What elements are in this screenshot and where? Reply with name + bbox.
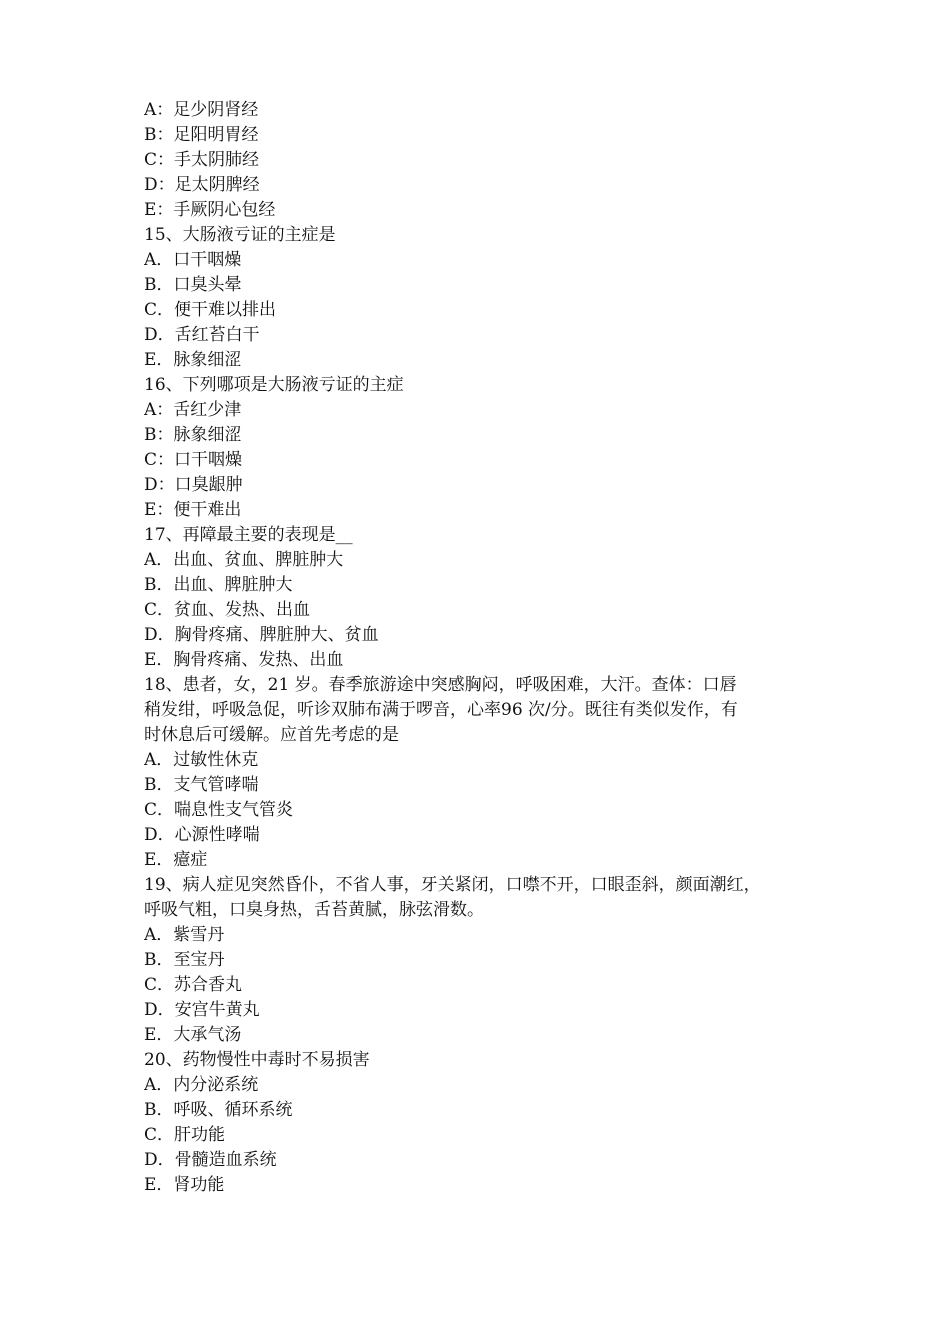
option-19b: B．至宝丹 <box>144 950 225 970</box>
option-17d: D．胸骨疼痛、脾脏肿大、贫血 <box>144 625 379 645</box>
question-17: 17、再障最主要的表现是__ <box>144 525 353 545</box>
question-19-line-1: 19、病人症见突然昏仆，不省人事，牙关紧闭，口噤不开，口眼歪斜，颜面潮红， <box>144 875 761 895</box>
option-16a: A：舌红少津 <box>144 400 242 420</box>
option-18b: B．支气管哮喘 <box>144 775 259 795</box>
option-19a: A．紫雪丹 <box>144 925 225 945</box>
option-20e: E．肾功能 <box>144 1175 225 1195</box>
option-14e: E：手厥阴心包经 <box>144 200 276 220</box>
question-20: 20、药物慢性中毒时不易损害 <box>144 1050 370 1070</box>
option-17c: C．贫血、发热、出血 <box>144 600 311 620</box>
option-14d: D：足太阴脾经 <box>144 175 260 195</box>
option-19c: C．苏合香丸 <box>144 975 243 995</box>
option-20a: A．内分泌系统 <box>144 1075 259 1095</box>
document-text <box>144 98 812 1198</box>
option-16e: E：便干难出 <box>144 500 242 520</box>
question-15: 15、大肠液亏证的主症是 <box>144 225 336 245</box>
option-15d: D．舌红苔白干 <box>144 325 260 345</box>
option-19d: D．安宫牛黄丸 <box>144 1000 260 1020</box>
option-16b: B：脉象细涩 <box>144 425 242 445</box>
option-15b: B．口臭头晕 <box>144 275 242 295</box>
option-18a: A．过敏性休克 <box>144 750 259 770</box>
option-18e: E．癔症 <box>144 850 208 870</box>
option-20d: D．骨髓造血系统 <box>144 1150 277 1170</box>
option-16c: C：口干咽燥 <box>144 450 243 470</box>
option-16d: D：口臭龈肿 <box>144 475 243 495</box>
option-15a: A．口干咽燥 <box>144 250 242 270</box>
option-18d: D．心源性哮喘 <box>144 825 260 845</box>
option-20b: B．呼吸、循环系统 <box>144 1100 293 1120</box>
option-19e: E．大承气汤 <box>144 1025 242 1045</box>
option-17b: B．出血、脾脏肿大 <box>144 575 293 595</box>
question-16: 16、下列哪项是大肠液亏证的主症 <box>144 375 404 395</box>
option-17e: E．胸骨疼痛、发热、出血 <box>144 650 344 670</box>
option-14c: C：手太阴肺经 <box>144 150 260 170</box>
option-14a: A：足少阴肾经 <box>144 100 259 120</box>
question-18-line-3: 时休息后可缓解。应首先考虑的是 <box>144 725 399 745</box>
option-17a: A．出血、贫血、脾脏肿大 <box>144 550 344 570</box>
option-20c: C．肝功能 <box>144 1125 226 1145</box>
question-19-line-2: 呼吸气粗，口臭身热，舌苔黄腻，脉弦滑数。 <box>144 900 484 920</box>
option-15e: E．脉象细涩 <box>144 350 242 370</box>
option-14b: B：足阳明胃经 <box>144 125 259 145</box>
option-15c: C．便干难以排出 <box>144 300 277 320</box>
option-18c: C．喘息性支气管炎 <box>144 800 294 820</box>
question-18-line-1: 18、患者，女，21 岁。春季旅游途中突感胸闷，呼吸困难，大汗。查体：口唇 <box>144 675 737 695</box>
question-18-line-2: 稍发绀，呼吸急促，听诊双肺布满于啰音，心率96 次/分。既往有类似发作，有 <box>144 700 738 720</box>
